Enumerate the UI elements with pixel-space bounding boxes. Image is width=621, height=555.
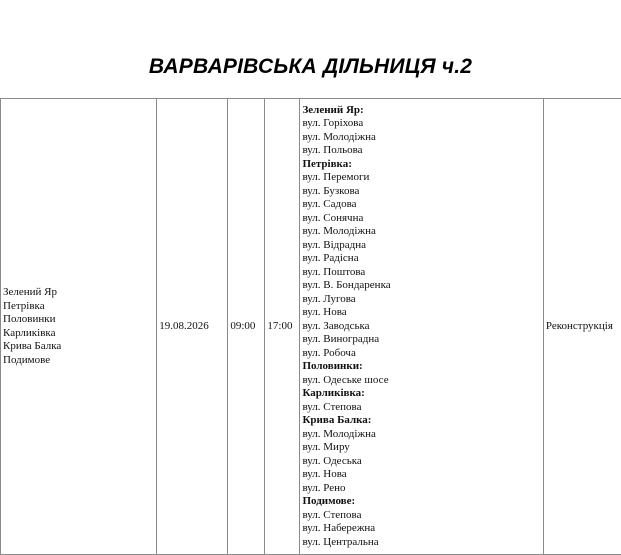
- street-group-title: Карликівка:: [302, 387, 365, 400]
- street-name: вул. Польова: [302, 144, 363, 157]
- table-row: [1, 99, 621, 555]
- street-group-title: Зелений Яр:: [302, 103, 364, 116]
- street-name: вул. Горіхова: [302, 117, 364, 130]
- settlement-name: Подимове: [3, 353, 51, 366]
- street-name: вул. Молодіжна: [302, 225, 376, 238]
- street-name: вул. Степова: [302, 508, 362, 521]
- street-group-title: Подимове:: [302, 495, 356, 508]
- date-cell: 19.08.2026: [157, 99, 228, 555]
- street-name: вул. Нова: [302, 468, 347, 481]
- street-name: вул. Робоча: [302, 346, 356, 359]
- page-title: ВАРВАРІВСЬКА ДІЛЬНИЦЯ ч.2: [148, 55, 473, 78]
- street-name: вул. Сонячна: [302, 211, 364, 224]
- settlement-name: Половинки: [3, 313, 56, 325]
- street-name: вул. Заводська: [302, 319, 370, 332]
- street-group-title: Крива Балка:: [302, 414, 372, 427]
- street-name: вул. В. Бондаренка: [302, 279, 391, 292]
- street-name: вул. Садова: [302, 198, 357, 211]
- street-name: вул. Одеське шосе: [302, 373, 389, 386]
- street-name: вул. Поштова: [302, 265, 366, 278]
- street-name: вул. Центральна: [302, 535, 379, 548]
- street-name: вул. Одеська: [302, 454, 362, 467]
- end-time-cell: 17:00: [265, 99, 300, 555]
- settlement-name: Карликівка: [3, 326, 56, 339]
- outage-schedule-table: [0, 98, 621, 555]
- street-name: вул. Молодіжна: [302, 427, 376, 440]
- street-name: вул. Лугова: [302, 292, 356, 305]
- settlement-name: Зелений Яр: [3, 286, 58, 298]
- street-name: вул. Виноградна: [302, 333, 380, 346]
- settlement-name: Петрівка: [3, 299, 45, 312]
- street-name: вул. Молодіжна: [302, 130, 376, 143]
- streets-cell: [300, 99, 543, 555]
- street-name: вул. Миру: [302, 441, 350, 454]
- settlement-name: Крива Балка: [3, 340, 62, 352]
- street-name: вул. Набережна: [302, 522, 376, 535]
- street-group-title: Петрівка:: [302, 157, 352, 170]
- street-name: вул. Радісна: [302, 252, 359, 265]
- street-name: вул. Перемоги: [302, 171, 370, 184]
- street-group-title: Половинки:: [302, 360, 363, 373]
- settlements-cell: [1, 99, 157, 555]
- start-time-cell: 09:00: [228, 99, 265, 555]
- street-name: вул. Нова: [302, 306, 347, 319]
- street-name: вул. Бузкова: [302, 184, 360, 197]
- street-name: вул. Степова: [302, 400, 362, 413]
- street-name: вул. Рено: [302, 481, 346, 494]
- street-name: вул. Відрадна: [302, 238, 367, 251]
- reason-cell: Реконструкція: [543, 99, 621, 555]
